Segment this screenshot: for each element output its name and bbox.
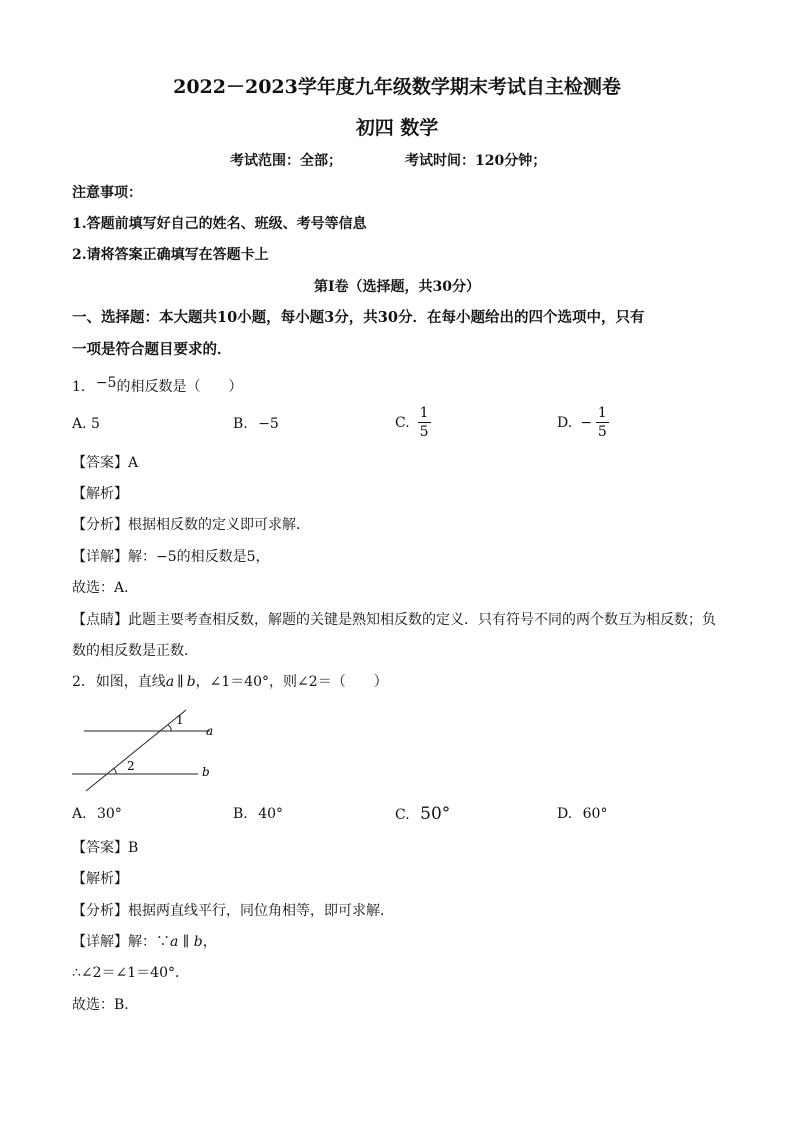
choose-line: 故选：A． <box>72 580 139 596</box>
option-value: −5 <box>258 416 279 432</box>
parallel-symbol: ∥ <box>177 674 184 690</box>
answer-value: A <box>128 455 139 471</box>
option-label: C. <box>395 414 410 431</box>
analysis-tag: 【解析】 <box>72 486 128 502</box>
q2-option-b <box>233 806 283 822</box>
option-value: 60° <box>582 806 608 822</box>
dianjing-text: 此题主要考查相反数，解题的关键是熟知相反数的定义．只有符号不同的两个数互为相反数；负 <box>128 612 716 628</box>
fenxi-text: 根据两直线平行，同位角相等，即可求解． <box>128 903 394 919</box>
xiangjie-text: 解：−5的相反数是5， <box>128 549 270 565</box>
option-label: A. <box>72 806 87 822</box>
fenxi-tag: 【分析】 <box>72 517 128 533</box>
section-instruction-line1: 一、选择题：本大题共10小题，每小题3分，共30分．在每小题给出的四个选项中，只有 <box>72 309 645 326</box>
q2-choose-line: 故选：B． <box>72 997 139 1013</box>
question-text: 如图，直线 <box>95 674 166 690</box>
math-value: −5 <box>95 375 117 391</box>
option-value: 50° <box>420 804 451 824</box>
minus-sign: − <box>580 414 592 431</box>
fraction <box>418 406 431 439</box>
xiangjie-line <box>72 546 270 566</box>
option-b <box>233 416 279 432</box>
line-b-label: b <box>202 765 210 779</box>
fenxi-tag: 【分析】 <box>72 903 128 919</box>
section-instruction-line2: 一项是符合题目要求的． <box>72 341 232 358</box>
transversal <box>86 710 186 791</box>
option-a <box>72 416 100 432</box>
xiangjie-tag: 【详解】 <box>72 934 128 950</box>
notice-item-2: 2.请将答案正确填写在答题卡上 <box>72 247 269 263</box>
notice-item-1: 1.答题前填写好自己的姓名、班级、考号等信息 <box>72 216 367 232</box>
question-text-2: ，∠1＝40°，则∠2＝（ ） <box>195 674 388 690</box>
parallel-lines-figure <box>70 700 230 795</box>
xiangjie-tag: 【详解】 <box>72 549 128 565</box>
option-value: 30° <box>97 806 122 822</box>
fenxi-text: 根据相反数的定义即可求解． <box>128 517 310 533</box>
option-label: B. <box>233 806 248 822</box>
q2-option-a <box>72 806 122 822</box>
line-b-symbol: b <box>186 674 196 690</box>
option-label: B. <box>233 416 248 432</box>
option-label: C. <box>395 807 410 823</box>
q2-analysis-tag: 【解析】 <box>72 871 128 887</box>
option-value: 40° <box>258 806 284 822</box>
dianjing-line-2: 数的相反数是正数． <box>72 643 198 659</box>
answer-line <box>72 452 138 472</box>
dianjing-tag: 【点睛】 <box>72 612 128 628</box>
question-text: 的相反数是（ ） <box>116 379 243 395</box>
page-subtitle: 初四 数学 <box>355 117 439 139</box>
notice-heading: 注意事项： <box>72 185 142 201</box>
exam-time: 考试时间：120分钟； <box>405 153 547 169</box>
option-d <box>557 406 609 439</box>
q2-xiangjie-line <box>72 931 217 951</box>
answer-value: B <box>128 840 139 856</box>
q2-option-c <box>395 804 450 824</box>
answer-tag: 【答案】 <box>72 840 128 856</box>
fraction <box>596 406 609 439</box>
angle-2-label: 2 <box>127 759 135 773</box>
fraction-denominator: 5 <box>419 424 429 440</box>
page-title: 2022－2023学年度九年级数学期末考试自主检测卷 <box>173 76 621 98</box>
q2-fenxi-line <box>72 900 394 920</box>
angle-1-label: 1 <box>176 713 184 727</box>
answer-tag: 【答案】 <box>72 455 128 471</box>
angle-1-arc <box>168 725 171 731</box>
option-value: 5 <box>91 416 100 432</box>
line-a-symbol: a <box>165 674 175 690</box>
question-2-stem <box>72 671 388 691</box>
q2-therefore-line: ∴∠2＝∠1＝40°． <box>72 965 189 981</box>
option-label: D. <box>557 414 573 431</box>
fraction-numerator: 1 <box>419 405 429 421</box>
parallel-expression: a ∥ b <box>170 934 203 950</box>
option-c <box>395 406 431 439</box>
xiangjie-post: ， <box>202 934 217 950</box>
question-1-stem <box>72 376 242 396</box>
option-label: D. <box>557 806 573 822</box>
option-label: A. <box>72 416 87 432</box>
fraction-numerator: 1 <box>597 405 607 421</box>
fenxi-line <box>72 514 310 534</box>
question-number: 2. <box>72 674 86 690</box>
fraction-denominator: 5 <box>597 424 607 440</box>
section-title: 第I卷（选择题，共30分） <box>313 279 481 295</box>
exam-scope: 考试范围：全部； <box>230 153 342 169</box>
line-a-label: a <box>206 724 214 738</box>
dianjing-line <box>72 609 716 629</box>
xiangjie-text: 解：∵ <box>128 934 170 950</box>
q2-answer-line <box>72 837 138 857</box>
q2-option-d <box>557 806 607 822</box>
question-number: 1. <box>72 379 86 395</box>
